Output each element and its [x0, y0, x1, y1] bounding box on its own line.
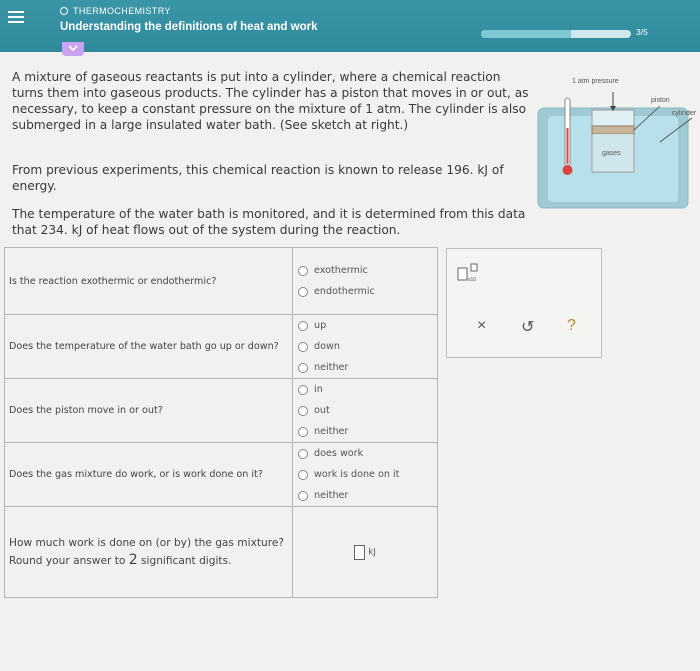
work-question-suffix: significant digits.	[137, 554, 232, 567]
radio-button[interactable]	[298, 363, 308, 373]
topic-circle-icon	[60, 7, 68, 15]
option-label: endothermic	[314, 286, 375, 297]
option-does-work[interactable]	[293, 443, 437, 464]
assignment-title: Understanding the definitions of heat and work	[60, 21, 318, 33]
x10-label: x10	[468, 277, 477, 283]
option-label: up	[314, 320, 327, 331]
header-bar	[0, 0, 700, 52]
option-label: work is done on it	[314, 469, 400, 480]
question-cell: Does the piston move in or out?	[5, 379, 293, 443]
table-row	[5, 379, 438, 443]
option-label: neither	[314, 362, 349, 373]
apparatus-sketch	[530, 68, 700, 233]
chevron-down-icon	[68, 45, 78, 51]
question-cell: Does the gas mixture do work, or is work done on it?	[5, 443, 293, 507]
option-neither[interactable]	[293, 421, 437, 442]
work-question-text: How much work is done on (or by) the gas mixture? Round your answer to	[9, 536, 284, 567]
clear-button[interactable]: ×	[477, 317, 487, 334]
radio-button[interactable]	[298, 491, 308, 501]
option-neither[interactable]	[293, 485, 437, 506]
help-button[interactable]: ?	[567, 317, 576, 334]
topic-row	[60, 6, 171, 16]
option-label: exothermic	[314, 265, 368, 276]
progress-bar	[481, 30, 631, 38]
undo-icon[interactable]: ↺	[521, 319, 535, 336]
radio-button[interactable]	[298, 449, 308, 459]
option-work-done-on-it[interactable]	[293, 464, 437, 485]
radio-button[interactable]	[298, 342, 308, 352]
radio-button[interactable]	[298, 427, 308, 437]
option-neither[interactable]	[293, 357, 437, 378]
radio-button[interactable]	[298, 321, 308, 331]
table-row	[5, 443, 438, 507]
cylinder-label: cylinder	[672, 110, 697, 117]
progress-text: 3/5	[636, 27, 648, 37]
math-tool-panel	[446, 248, 602, 358]
pressure-label: 1 atm pressure	[572, 78, 619, 85]
progress-fill	[481, 30, 571, 38]
table-row	[5, 507, 438, 598]
option-up[interactable]	[293, 315, 437, 336]
option-label: neither	[314, 490, 349, 501]
question-paragraph-2: From previous experiments, this chemical reaction is known to release 196. kJ of energy.	[12, 163, 504, 193]
question-paragraph-3: The temperature of the water bath is monitored, and it is determined from this data that 234. kJ of heat flows out of the system during the reaction.	[12, 207, 526, 237]
piston-label: piston	[651, 97, 670, 104]
option-label: neither	[314, 426, 349, 437]
option-down[interactable]	[293, 336, 437, 357]
option-endothermic[interactable]	[293, 281, 437, 302]
scientific-notation-button[interactable]	[457, 263, 481, 283]
radio-button[interactable]	[298, 406, 308, 416]
radio-button[interactable]	[298, 266, 308, 276]
hamburger-menu-icon[interactable]	[8, 8, 24, 24]
option-label: out	[314, 405, 330, 416]
question-cell: Is the reaction exothermic or endothermic?	[5, 248, 293, 315]
unit-label: kJ	[368, 547, 376, 557]
option-label: in	[314, 384, 323, 395]
option-in[interactable]	[293, 379, 437, 400]
option-label: does work	[314, 448, 364, 459]
table-row	[5, 315, 438, 379]
options-cell	[293, 315, 438, 379]
question-cell: Does the temperature of the water bath go up or down?	[5, 315, 293, 379]
collapse-chevron-button[interactable]	[62, 42, 84, 56]
topic-label: THERMOCHEMISTRY	[73, 6, 171, 16]
work-answer-input[interactable]	[354, 545, 365, 560]
work-answer-cell	[293, 507, 438, 598]
radio-button[interactable]	[298, 470, 308, 480]
option-out[interactable]	[293, 400, 437, 421]
table-row	[5, 248, 438, 315]
options-cell	[293, 379, 438, 443]
question-paragraph-1: A mixture of gaseous reactants is put into a cylinder, where a chemical reaction turns them into gaseous products. The cylinder has a piston that moves in or out, as necessary, to keep a constant pressure on the mixture of 1 atm. The cylinder is also submerged in a large insulated water bath. (See sketch at right.)	[12, 70, 529, 132]
radio-button[interactable]	[298, 385, 308, 395]
question-table	[4, 247, 438, 598]
work-question-cell	[5, 507, 293, 598]
options-cell	[293, 443, 438, 507]
option-exothermic[interactable]	[293, 260, 437, 281]
options-cell	[293, 248, 438, 315]
gases-label: gases	[602, 150, 621, 157]
significant-digits-number: 2	[128, 551, 138, 568]
option-label: down	[314, 341, 340, 352]
radio-button[interactable]	[298, 287, 308, 297]
